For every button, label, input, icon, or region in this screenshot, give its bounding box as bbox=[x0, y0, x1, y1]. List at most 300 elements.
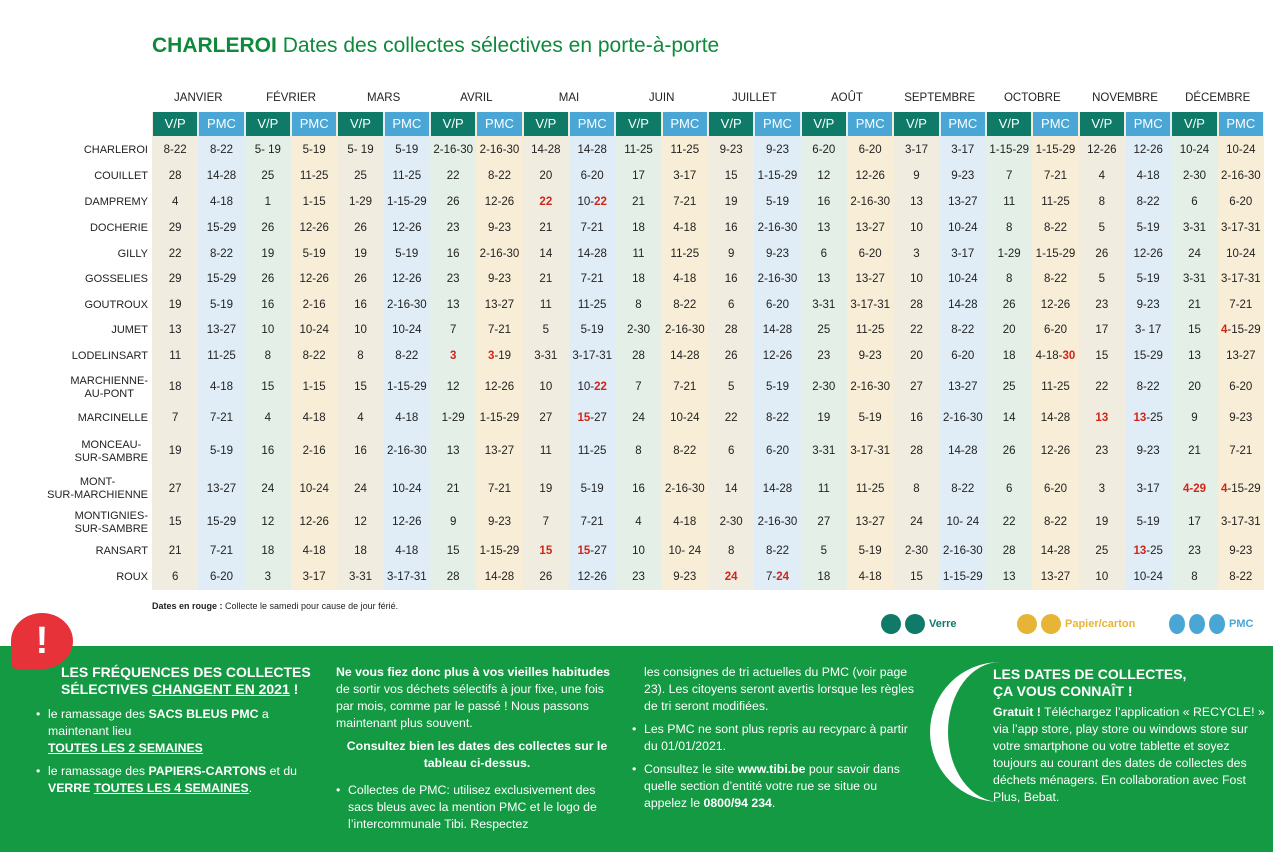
date-cell: 21 bbox=[632, 195, 645, 208]
date-cell: 14 bbox=[724, 482, 738, 495]
date-cell: 3-17 bbox=[904, 144, 928, 157]
date-cell: 2-16-30 bbox=[387, 298, 427, 311]
date-cell: 14-28 bbox=[762, 482, 793, 495]
vp-header: V/P bbox=[246, 112, 290, 136]
date-cell: 29 bbox=[168, 273, 182, 286]
vp-header: V/P bbox=[987, 112, 1031, 136]
pmc-header: PMC bbox=[1126, 112, 1170, 136]
date-cell: 10 bbox=[1095, 570, 1109, 583]
vp-header: V/P bbox=[1080, 112, 1124, 136]
date-cell: 8-22 bbox=[209, 144, 233, 157]
date-cell: 12-26 bbox=[299, 273, 329, 286]
date-cell: 21 bbox=[539, 273, 553, 286]
legend bbox=[881, 612, 1261, 638]
date-cell: 3-31 bbox=[812, 445, 836, 458]
date-cell: 7 bbox=[1005, 169, 1013, 182]
vp-header: V/P bbox=[338, 112, 382, 136]
date-cell: 13-27 bbox=[206, 324, 237, 337]
date-cell: 14-28 bbox=[531, 144, 561, 157]
date-cell: 4-29 bbox=[1182, 482, 1206, 495]
date-cell: 10 bbox=[354, 324, 367, 337]
info-col-app bbox=[993, 666, 1271, 806]
date-cell: 1-29 bbox=[441, 412, 465, 425]
date-cell: 12 bbox=[354, 516, 367, 529]
date-cell: 8-22 bbox=[163, 144, 187, 157]
date-cell: 12 bbox=[817, 169, 831, 182]
date-cell: 9-23 bbox=[1229, 544, 1253, 557]
date-cell: 13 bbox=[168, 324, 182, 337]
date-cell: 2-16 bbox=[302, 298, 326, 311]
date-cell: 11-25 bbox=[207, 350, 236, 363]
vp-header: V/P bbox=[524, 112, 568, 136]
date-cell: 13 bbox=[446, 298, 460, 311]
legend-verre bbox=[881, 612, 957, 636]
date-cell: 4 -15-29 bbox=[1220, 482, 1261, 495]
date-cell: 4-18 bbox=[302, 412, 326, 425]
date-cell: 15 -27 bbox=[577, 412, 607, 425]
date-cell: 6-20 bbox=[812, 144, 836, 157]
date-cell: 12-26 bbox=[577, 570, 607, 583]
date-cell: 16 bbox=[354, 445, 367, 458]
date-cell: 15-29 bbox=[206, 516, 237, 529]
date-cell: 16 bbox=[910, 412, 923, 425]
date-cell: 13-27 bbox=[948, 195, 978, 208]
date-cell: 14-28 bbox=[484, 570, 515, 583]
date-cell: 16 bbox=[354, 298, 367, 311]
date-cell: 10- 24 bbox=[668, 544, 702, 557]
date-cell: 11 bbox=[539, 445, 552, 458]
date-cell: 13 -25 bbox=[1133, 544, 1163, 557]
date-cell: 1-15-29 bbox=[1035, 247, 1076, 260]
date-cell: 5- 19 bbox=[347, 144, 374, 157]
date-cell: 7 bbox=[171, 412, 179, 425]
month-header-row bbox=[152, 92, 1264, 112]
date-cell: 24 bbox=[724, 570, 738, 583]
date-cell: 5-19 bbox=[395, 247, 419, 260]
date-cell: 4 bbox=[264, 412, 272, 425]
date-cell: 5- 19 bbox=[254, 144, 281, 157]
date-cell: 10-24 bbox=[392, 324, 422, 337]
date-cell: 8 bbox=[1005, 273, 1013, 286]
date-cell: 10 bbox=[910, 273, 923, 286]
date-cell: 7-21 bbox=[1043, 169, 1067, 182]
info-col-advice bbox=[336, 664, 618, 833]
date-cell: 8-22 bbox=[395, 350, 419, 363]
date-cell: 15 bbox=[168, 516, 182, 529]
date-cell: 14-28 bbox=[577, 247, 607, 260]
date-cell: 2-30 bbox=[626, 324, 650, 337]
vp-header: V/P bbox=[1172, 112, 1216, 136]
date-cell: 12-26 bbox=[484, 195, 515, 208]
date-cell: 11-25 bbox=[670, 144, 700, 157]
date-cell: 19 bbox=[539, 482, 553, 495]
date-cell: 1-15 bbox=[302, 381, 326, 394]
collection-calendar-table bbox=[152, 112, 1264, 590]
date-cell: 3-31 bbox=[1182, 273, 1206, 286]
date-cell: 1-15-29 bbox=[387, 381, 427, 394]
date-cell: 8 bbox=[1098, 195, 1106, 208]
date-cell: 4 bbox=[357, 412, 364, 425]
month-4: AVRIL bbox=[460, 92, 493, 104]
date-cell: 6-20 bbox=[1043, 482, 1067, 495]
decorative-arc bbox=[930, 662, 1000, 802]
title-subtitle: Dates des collectes sélectives en porte-à-porte bbox=[282, 34, 720, 57]
date-cell: 13-27 bbox=[855, 516, 885, 529]
date-cell: 13-27 bbox=[484, 298, 515, 311]
date-cell: 8-22 bbox=[1043, 221, 1067, 234]
date-cell: 14-28 bbox=[670, 350, 700, 363]
date-cell: 28 bbox=[1002, 544, 1016, 557]
date-cell: 8-22 bbox=[1043, 273, 1067, 286]
date-cell: 26 bbox=[1002, 298, 1016, 311]
date-cell: 15 bbox=[446, 544, 460, 557]
info-col-frequencies bbox=[36, 664, 326, 797]
date-cell: 5-19 bbox=[1136, 516, 1160, 529]
date-cell: 15 bbox=[354, 381, 367, 394]
date-cell: 5-19 bbox=[858, 544, 882, 557]
date-cell: 6-20 bbox=[1229, 195, 1253, 208]
row-label: JUMET bbox=[111, 324, 148, 336]
legend-papier-label: Papier/carton bbox=[1065, 618, 1136, 630]
date-cell: 10-24 bbox=[299, 324, 329, 337]
date-cell: 9-23 bbox=[487, 273, 511, 286]
date-cell: 26 bbox=[1002, 445, 1016, 458]
date-cell: 6-20 bbox=[209, 570, 233, 583]
date-cell: 16 bbox=[724, 221, 738, 234]
month-2: FÉVRIER bbox=[266, 92, 316, 104]
row-label: MONTIGNIES- SUR-SAMBRE bbox=[74, 509, 148, 535]
date-cell: 7- 24 bbox=[765, 570, 789, 583]
date-cell: 12-26 bbox=[762, 350, 793, 363]
date-cell: 11-25 bbox=[577, 445, 607, 458]
date-cell: 28 bbox=[168, 169, 182, 182]
date-cell: 21 bbox=[446, 482, 460, 495]
date-cell: 2-16-30 bbox=[665, 482, 705, 495]
date-cell: 20 bbox=[1002, 324, 1016, 337]
date-cell: 3-17 bbox=[951, 144, 975, 157]
date-cell: 24 bbox=[1188, 247, 1201, 260]
pmc-header: PMC bbox=[199, 112, 243, 136]
date-cell: 9-23 bbox=[765, 144, 789, 157]
date-cell: 1-15-29 bbox=[387, 195, 427, 208]
date-cell: 25 bbox=[817, 324, 831, 337]
date-cell: 12-26 bbox=[392, 273, 422, 286]
date-cell: 9-23 bbox=[719, 144, 743, 157]
date-cell: 5-19 bbox=[580, 482, 604, 495]
date-cell: 2-16-30 bbox=[433, 144, 473, 157]
date-cell: 4-18 bbox=[209, 381, 233, 394]
date-cell: 4-18 bbox=[302, 544, 326, 557]
date-cell: 8-22 bbox=[673, 298, 697, 311]
date-cell: 10-24 bbox=[1133, 570, 1163, 583]
date-cell: 5 bbox=[1098, 273, 1106, 286]
date-cell: 13 bbox=[817, 273, 831, 286]
date-cell: 4 bbox=[171, 195, 179, 208]
row-label: MONT- SUR-MARCHIENNE bbox=[47, 476, 148, 501]
date-cell: 17 bbox=[1095, 324, 1109, 337]
date-cell: 1-15-29 bbox=[479, 412, 520, 425]
date-cell: 9-23 bbox=[487, 221, 511, 234]
month-10: OCTOBRE bbox=[1003, 92, 1061, 104]
vp-header: V/P bbox=[616, 112, 660, 136]
date-cell: 1-15-29 bbox=[1035, 144, 1076, 157]
date-cell: 4-18 bbox=[1136, 169, 1160, 182]
date-cell: 19 bbox=[168, 445, 182, 458]
date-cell: 13-27 bbox=[1040, 570, 1071, 583]
date-cell: 3-17-31 bbox=[1221, 273, 1261, 286]
date-cell: 12-26 bbox=[299, 221, 329, 234]
date-cell: 6 bbox=[1191, 195, 1198, 208]
date-cell: 4-18 bbox=[858, 570, 882, 583]
date-cell: 6 bbox=[727, 445, 735, 458]
date-cell: 19 bbox=[817, 412, 831, 425]
date-cell: 21 bbox=[539, 221, 553, 234]
date-cell: 6-20 bbox=[858, 144, 882, 157]
date-cell: 12-26 bbox=[392, 221, 422, 234]
pmc-header: PMC bbox=[292, 112, 336, 136]
date-cell: 18 bbox=[261, 544, 275, 557]
info-band bbox=[0, 646, 1273, 852]
row-label: MARCHIENNE- AU-PONT bbox=[70, 374, 148, 400]
date-cell: 18 bbox=[168, 381, 182, 394]
date-cell: 29 bbox=[168, 221, 182, 234]
date-cell: 8-22 bbox=[302, 350, 326, 363]
date-cell: 1-15-29 bbox=[479, 544, 520, 557]
date-cell: 4-18 bbox=[395, 544, 419, 557]
date-cell: 18 bbox=[632, 273, 645, 286]
date-cell: 9 bbox=[449, 516, 457, 529]
date-cell: 26 bbox=[354, 273, 367, 286]
date-cell: 10-24 bbox=[299, 482, 329, 495]
date-cell: 23 bbox=[1095, 445, 1109, 458]
pmc-header: PMC bbox=[941, 112, 985, 136]
footnote-bold: Dates en rouge : bbox=[152, 601, 223, 611]
month-6: JUIN bbox=[648, 92, 675, 104]
date-cell: 20 bbox=[1188, 381, 1201, 394]
date-cell: 9-23 bbox=[951, 169, 975, 182]
date-cell: 7-21 bbox=[580, 516, 604, 529]
date-cell: 3-31 bbox=[1182, 221, 1206, 234]
date-cell: 8-22 bbox=[951, 324, 975, 337]
date-cell: 26 bbox=[724, 350, 738, 363]
date-cell: 2-16-30 bbox=[850, 381, 890, 394]
consignes-paragraph: les consignes de tri actuelles du PMC (voir page 23). Les citoyens seront avertis lorsque les règles de tri seront modifiées. bbox=[644, 665, 914, 713]
pmc-header: PMC bbox=[1033, 112, 1077, 136]
date-cell: 14-28 bbox=[577, 144, 607, 157]
date-cell: 10 bbox=[632, 544, 645, 557]
date-cell: 2-16-30 bbox=[850, 195, 890, 208]
date-cell: 20 bbox=[539, 169, 553, 182]
date-cell: 10-24 bbox=[948, 273, 978, 286]
date-cell: 13 -25 bbox=[1133, 412, 1163, 425]
date-cell: 23 bbox=[817, 350, 831, 363]
date-cell: 19 bbox=[261, 247, 275, 260]
date-cell: 4-18- 30 bbox=[1035, 350, 1076, 363]
date-cell: 2-16-30 bbox=[665, 324, 705, 337]
date-cell: 4 bbox=[635, 516, 642, 529]
date-cell: 28 bbox=[724, 324, 738, 337]
date-cell: 22 bbox=[910, 324, 923, 337]
date-cell: 2-16-30 bbox=[757, 221, 798, 234]
date-cell: 10- 22 bbox=[577, 195, 607, 208]
date-cell: 6 bbox=[820, 247, 828, 260]
date-cell: 5-19 bbox=[209, 445, 233, 458]
date-cell: 14-28 bbox=[1040, 412, 1071, 425]
date-cell: 1-15-29 bbox=[757, 169, 798, 182]
info-col-consignes bbox=[632, 664, 922, 812]
pmc-header: PMC bbox=[570, 112, 614, 136]
date-cell: 11 bbox=[817, 482, 830, 495]
date-cell: 2-16-30 bbox=[479, 144, 520, 157]
date-cell: 13 bbox=[1002, 570, 1016, 583]
date-cell: 10-24 bbox=[1179, 144, 1210, 157]
advice-bullet-pmc: • Collectes de PMC: utilisez exclusivement des sacs bleus avec la mention PMC et le logo de l’intercommunale Tibi. Respectez bbox=[336, 782, 618, 833]
date-cell: 19 bbox=[354, 247, 367, 260]
date-cell: 16 bbox=[632, 482, 645, 495]
date-cell: 10- 22 bbox=[577, 381, 607, 394]
row-label: MONCEAU- SUR-SAMBRE bbox=[74, 438, 148, 464]
date-cell: 3 bbox=[264, 570, 272, 583]
date-cell: 22 bbox=[1095, 381, 1109, 394]
app-title-2: ÇA VOUS CONNAÎT ! bbox=[993, 683, 1133, 699]
date-cell: 6-20 bbox=[580, 169, 604, 182]
date-cell: 8 bbox=[913, 482, 920, 495]
date-cell: 5 bbox=[727, 381, 735, 394]
date-cell: 4 -15-29 bbox=[1220, 324, 1261, 337]
date-cell: 2-16-30 bbox=[757, 516, 798, 529]
app-paragraph: Gratuit ! Téléchargez l’application « RECYCLE! » via l’app store, play store ou windows store sur votre smartphone ou votre tablette et soyez toujours au courant des dates de collectes des déchets ménagers. En collaboration avec Fost Plus, Bebat. bbox=[993, 705, 1265, 804]
date-cell: 10 bbox=[539, 381, 553, 394]
date-cell: 12-26 bbox=[1087, 144, 1117, 157]
date-cell: 8-22 bbox=[765, 544, 789, 557]
date-cell: 2-16-30 bbox=[757, 273, 798, 286]
date-cell: 1-29 bbox=[997, 247, 1021, 260]
date-cell: 8-22 bbox=[1043, 516, 1067, 529]
freq-title-2: SÉLECTIVES CHANGENT EN 2021 ! bbox=[61, 681, 299, 697]
date-cell: 6-20 bbox=[765, 298, 789, 311]
date-cell: 13 bbox=[1188, 350, 1201, 363]
date-cell: 7-21 bbox=[580, 221, 604, 234]
date-cell: 23 bbox=[446, 273, 460, 286]
month-11: NOVEMBRE bbox=[1092, 92, 1158, 104]
date-cell: 14-28 bbox=[206, 169, 237, 182]
date-cell: 21 bbox=[168, 544, 182, 557]
pmc-header: PMC bbox=[385, 112, 429, 136]
legend-pmc-label: PMC bbox=[1229, 618, 1254, 630]
month-1: JANVIER bbox=[174, 92, 223, 104]
date-cell: 11-25 bbox=[299, 169, 329, 182]
date-cell: 28 bbox=[910, 298, 923, 311]
date-cell: 24 bbox=[632, 412, 645, 425]
date-cell: 2-30 bbox=[719, 516, 743, 529]
row-label: ROUX bbox=[116, 570, 148, 583]
advice-paragraph: Ne vous fiez donc plus à vos vieilles habitudes de sortir vos déchets sélectifs à jour fixe, une fois par mois, comme par le passé ! Nous passons maintenant plus souvent. bbox=[336, 665, 611, 730]
date-cell: 13 bbox=[446, 445, 460, 458]
date-cell: 10-24 bbox=[948, 221, 978, 234]
date-cell: 13-27 bbox=[855, 221, 885, 234]
date-cell: 8 bbox=[357, 350, 364, 363]
date-cell: 15 bbox=[1095, 350, 1109, 363]
date-cell: 12-26 bbox=[1133, 144, 1163, 157]
date-cell: 3-17 bbox=[1136, 482, 1160, 495]
app-title-1: LES DATES DE COLLECTES, bbox=[993, 666, 1187, 682]
vp-header: V/P bbox=[153, 112, 197, 136]
vp-header: V/P bbox=[709, 112, 753, 136]
date-cell: 26 bbox=[446, 195, 460, 208]
row-label: LODELINSART bbox=[71, 350, 148, 362]
date-cell: 14-28 bbox=[1040, 544, 1071, 557]
pmc-carton-icon bbox=[1209, 614, 1225, 634]
date-cell: 27 bbox=[817, 516, 831, 529]
date-cell: 21 bbox=[1188, 445, 1201, 458]
date-cell: 16 bbox=[817, 195, 831, 208]
date-cell: 1 bbox=[264, 195, 272, 208]
date-cell: 6-20 bbox=[765, 445, 789, 458]
date-cell: 14 bbox=[539, 247, 553, 260]
date-cell: 7-21 bbox=[487, 324, 511, 337]
date-cell: 7-21 bbox=[209, 412, 233, 425]
date-cell: 3-17 bbox=[302, 570, 326, 583]
date-cell: 18 bbox=[817, 570, 831, 583]
date-cell: 3-17 bbox=[951, 247, 975, 260]
date-cell: 1-29 bbox=[348, 195, 372, 208]
page-title bbox=[152, 34, 719, 58]
date-cell: 25 bbox=[1095, 544, 1109, 557]
date-cell: 8 bbox=[635, 445, 642, 458]
date-cell: 15-29 bbox=[206, 273, 237, 286]
date-cell: 7 bbox=[542, 516, 550, 529]
date-cell: 26 bbox=[261, 221, 275, 234]
date-cell: 8 bbox=[635, 298, 642, 311]
date-cell: 7-21 bbox=[209, 544, 233, 557]
date-cell: 10-24 bbox=[1226, 247, 1256, 260]
date-cell: 5-19 bbox=[580, 324, 604, 337]
date-cell: 20 bbox=[910, 350, 923, 363]
date-cell: 6 bbox=[727, 298, 735, 311]
date-cell: 5-19 bbox=[1136, 273, 1160, 286]
date-cell: 12-26 bbox=[299, 516, 329, 529]
pmc-header: PMC bbox=[477, 112, 521, 136]
date-cell: 12 bbox=[446, 381, 460, 394]
date-cell: 11 bbox=[539, 298, 552, 311]
date-cell: 2-30 bbox=[812, 381, 836, 394]
date-cell: 3- 17 bbox=[1135, 324, 1162, 337]
date-cell: 7-21 bbox=[673, 195, 697, 208]
date-cell: 11-25 bbox=[624, 144, 653, 157]
date-cell: 14-28 bbox=[948, 445, 978, 458]
date-cell: 8-22 bbox=[1136, 195, 1160, 208]
month-12: DÉCEMBRE bbox=[1185, 92, 1251, 104]
date-cell: 12-26 bbox=[484, 381, 515, 394]
date-cell: 11-25 bbox=[670, 247, 700, 260]
date-cell: 16 bbox=[261, 298, 275, 311]
date-cell: 22 bbox=[539, 195, 553, 208]
freq-bullet-papier-verre: • le ramassage des PAPIERS-CARTONS et du VERRE TOUTES LES 4 SEMAINES. bbox=[36, 763, 326, 797]
date-cell: 11-25 bbox=[577, 298, 607, 311]
date-cell: 23 bbox=[1188, 544, 1201, 557]
date-cell: 7-21 bbox=[487, 482, 511, 495]
date-cell: 6-20 bbox=[951, 350, 975, 363]
date-cell: 9-23 bbox=[858, 350, 882, 363]
date-cell: 12-26 bbox=[1133, 247, 1163, 260]
date-cell: 10-24 bbox=[670, 412, 700, 425]
date-cell: 11-25 bbox=[392, 169, 422, 182]
date-cell: 3-31 bbox=[348, 570, 372, 583]
date-cell: 6 bbox=[1005, 482, 1013, 495]
date-cell: 15-29 bbox=[206, 221, 237, 234]
date-cell: 10- 24 bbox=[946, 516, 980, 529]
date-cell: 13 bbox=[817, 221, 831, 234]
